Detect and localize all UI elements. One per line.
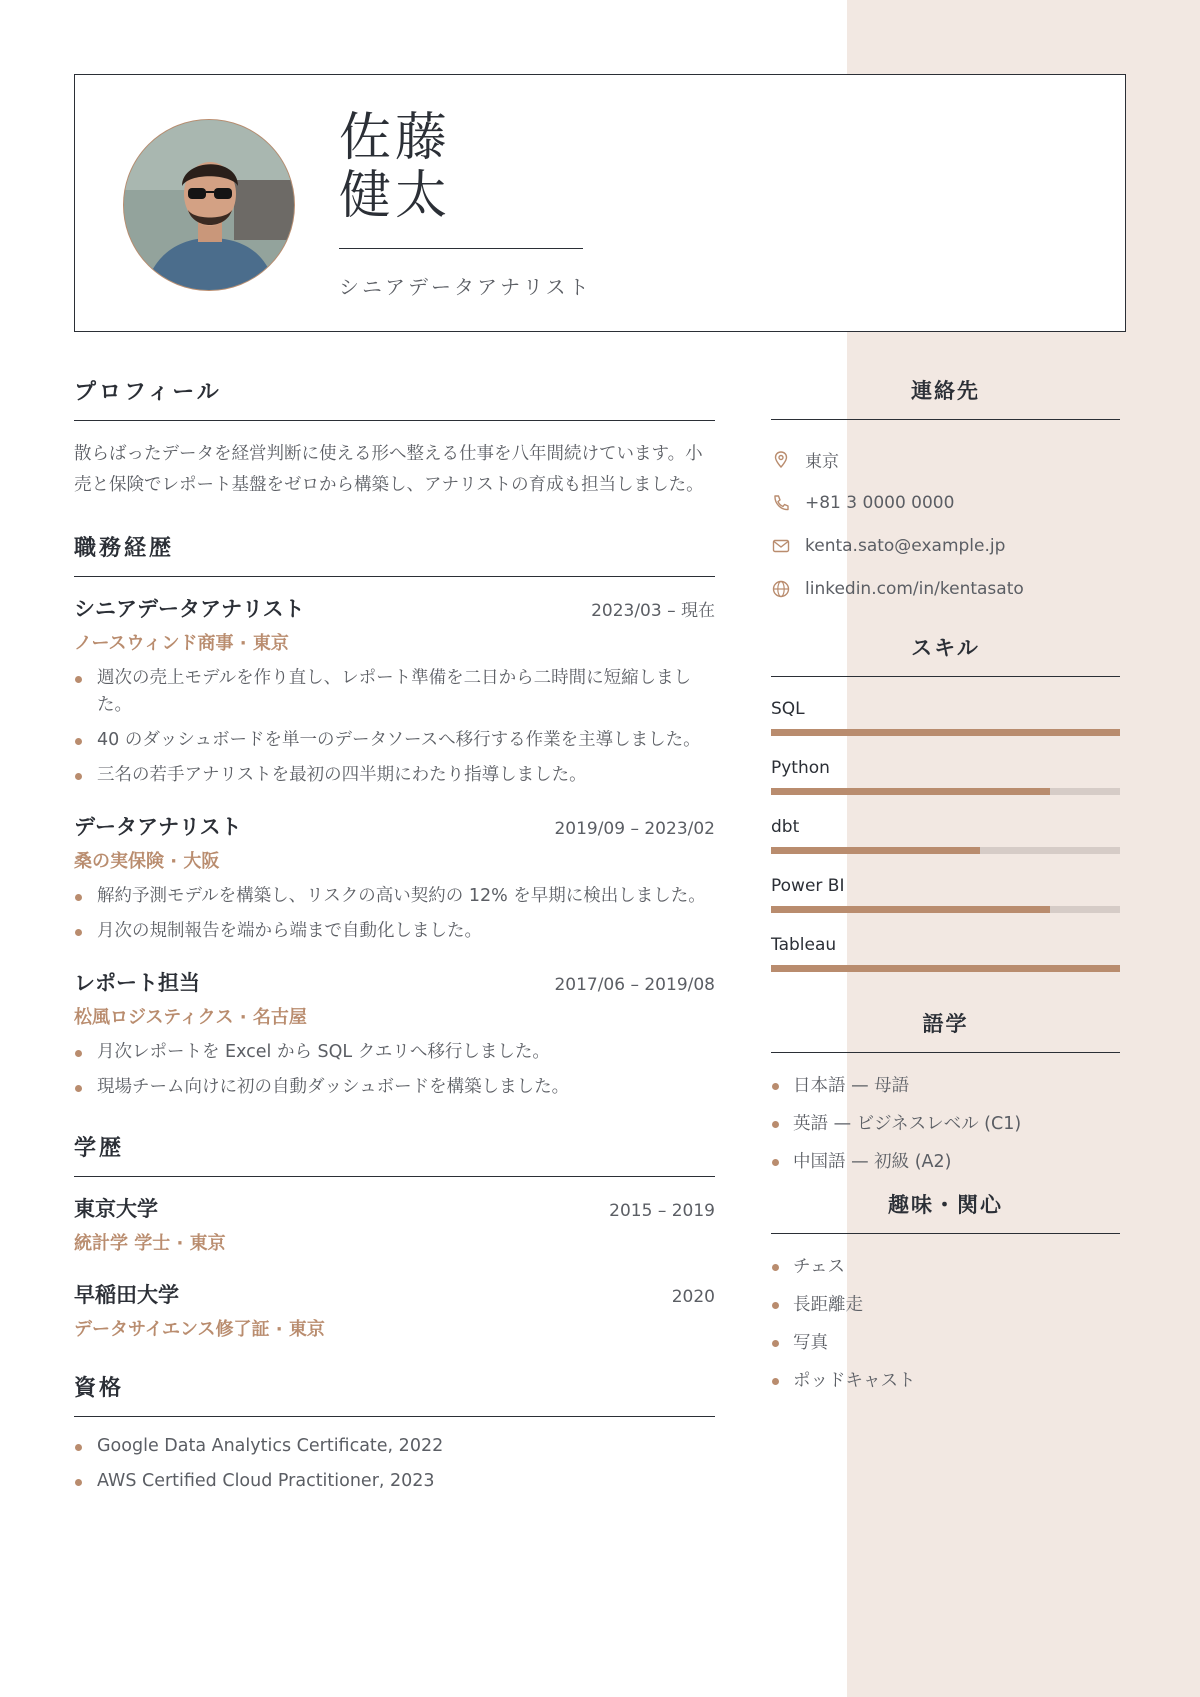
skill-item [771,758,1120,817]
contact-text: kenta.sato@example.jp [805,535,1006,556]
list-item: 写真 [771,1332,1120,1354]
skill-level-track [771,729,1120,736]
list-item: 月次の規制報告を端から端まで自動化しました。 [74,918,715,945]
education-section [74,1131,715,1341]
job-role: データアナリスト [74,815,242,839]
skill-name: Power BI [771,876,845,896]
education-entry [74,1279,715,1341]
job-dates: 2017/06 – 2019/08 [554,975,715,995]
education-dates: 2020 [671,1287,715,1307]
education-dates: 2015 – 2019 [609,1201,715,1221]
list-item: 三名の若手アナリストを最初の四半期にわたり指導しました。 [74,762,715,789]
list-item: 中国語 — 初級 (A2) [771,1151,1120,1173]
name-line-1: 佐藤 [339,108,452,168]
globe-icon [771,579,791,599]
experience-section [74,531,715,1101]
job-entry [74,593,715,789]
job-organization: ノースウィンド商事 · 東京 [74,633,289,654]
education-heading: 学歴 [74,1131,715,1177]
list-item: Google Data Analytics Certificate, 2022 [74,1433,715,1460]
skill-name: dbt [771,817,800,837]
skill-item [771,699,1120,758]
profile-heading: プロフィール [74,375,715,421]
list-item: チェス [771,1256,1120,1278]
job-achievements [74,1039,715,1101]
list-item: 月次レポートを Excel から SQL クエリへ移行しました。 [74,1039,715,1066]
header-divider [339,248,583,249]
skill-level-fill [771,847,980,854]
job-achievements [74,665,715,789]
contact-phone [771,481,1120,524]
job-entry [74,967,715,1101]
profile-photo [123,119,295,291]
education-detail: 統計学 学士 · 東京 [74,1233,226,1254]
skills-section [771,632,1120,994]
contact-email [771,524,1120,567]
job-dates: 2023/03 – 現在 [591,601,715,621]
skill-level-fill [771,965,1120,972]
contact-website [771,567,1120,610]
candidate-name [339,109,451,225]
job-title: シニアデータアナリスト [339,275,592,299]
profile-text: 散らばったデータを経営判断に使える形へ整える仕事を八年間続けています。小売と保険でレポート基盤をゼロから構築し、アナリストの育成も担当しました。 [74,444,704,495]
skill-level-fill [771,906,1050,913]
contact-section [771,375,1120,610]
list-item: 40 のダッシュボードを単一のデータソースへ移行する作業を主導しました。 [74,727,715,754]
list-item: 英語 — ビジネスレベル (C1) [771,1113,1120,1135]
certifications-heading: 資格 [74,1371,715,1417]
certifications-list [74,1433,715,1495]
experience-heading: 職務経歴 [74,531,715,577]
sidebar [771,375,1120,1408]
interests-heading: 趣味・関心 [771,1189,1120,1234]
contact-text: linkedin.com/in/kentasato [805,578,1024,599]
skill-name: Tableau [771,935,837,955]
languages-section [771,1008,1120,1173]
job-achievements [74,883,715,945]
skill-item [771,935,1120,994]
list-item: 現場チーム向けに初の自動ダッシュボードを構築しました。 [74,1074,715,1101]
languages-list [771,1075,1120,1173]
skills-heading: スキル [771,632,1120,677]
phone-icon [771,493,791,513]
skill-level-track [771,788,1120,795]
interests-section [771,1189,1120,1392]
job-organization: 松風ロジスティクス · 名古屋 [74,1007,307,1028]
interests-list [771,1256,1120,1392]
skill-level-track [771,965,1120,972]
job-role: レポート担当 [74,971,200,995]
job-role: シニアデータアナリスト [74,597,305,621]
main-column [74,375,715,1503]
profile-section [74,375,715,501]
contact-text: +81 3 0000 0000 [805,492,955,513]
contact-text: 東京 [805,452,839,472]
certifications-section [74,1371,715,1495]
list-item: ポッドキャスト [771,1370,1120,1392]
education-entry [74,1193,715,1255]
skill-level-fill [771,729,1120,736]
name-line-2: 健太 [339,166,452,226]
school-name: 東京大学 [74,1197,158,1221]
header-card [74,74,1126,332]
list-item: 解約予測モデルを構築し、リスクの高い契約の 12% を早期に検出しました。 [74,883,715,910]
skill-item [771,876,1120,935]
list-item: 週次の売上モデルを作り直し、レポート準備を二日から二時間に短縮しました。 [74,665,715,719]
location-pin-icon [771,450,791,470]
list-item: AWS Certified Cloud Practitioner, 2023 [74,1468,715,1495]
school-name: 早稲田大学 [74,1283,179,1307]
job-entry [74,811,715,945]
mail-icon [771,536,791,556]
skill-name: SQL [771,699,805,719]
list-item: 長距離走 [771,1294,1120,1316]
job-organization: 桑の実保険 · 大阪 [74,851,220,872]
skill-level-fill [771,788,1050,795]
skill-name: Python [771,758,830,778]
list-item: 日本語 — 母語 [771,1075,1120,1097]
contact-location [771,438,1120,481]
skill-item [771,817,1120,876]
contact-heading: 連絡先 [771,375,1120,420]
skill-level-track [771,906,1120,913]
education-detail: データサイエンス修了証 · 東京 [74,1319,325,1340]
job-dates: 2019/09 – 2023/02 [554,819,715,839]
skill-level-track [771,847,1120,854]
languages-heading: 語学 [771,1008,1120,1053]
